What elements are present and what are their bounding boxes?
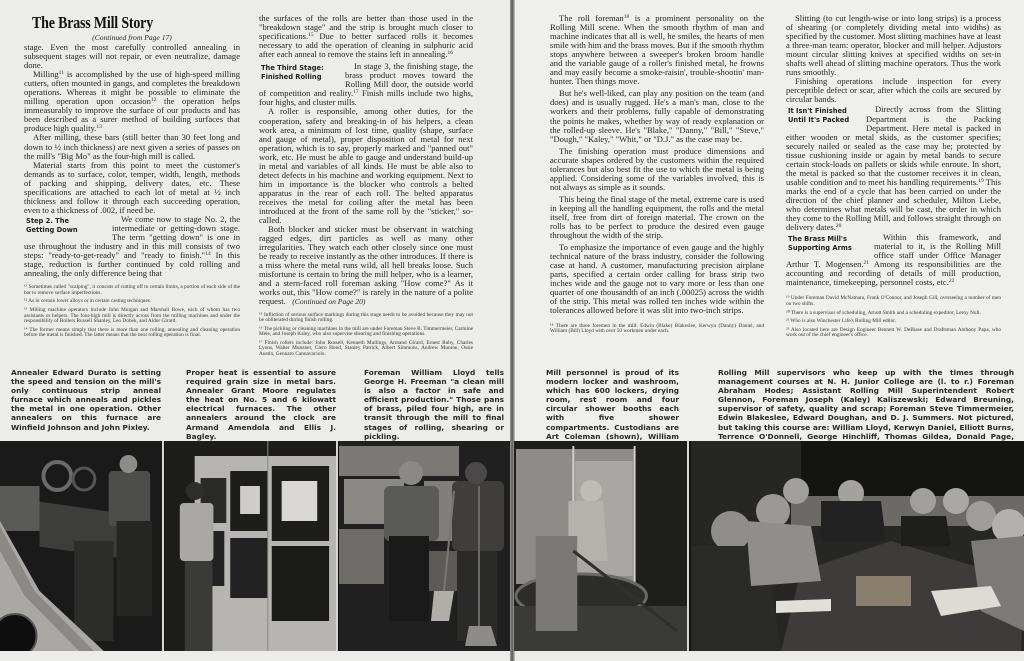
footnotes xyxy=(786,296,1001,339)
article-title: The Brass Mill Story xyxy=(32,13,154,32)
paragraph-supporting-arms: Within this framework, and material to it, is the Rolling Mill office staff under Office Manager Arthur T. Mogensen.$^{21}$ Among its responsibilities are the accounting and recording of details of mill production, maintenance, timekeeping, personnel costs, etc.$^{22}$ xyxy=(786,233,1001,288)
subhead-packing: It Isn't Finished Until It's Packed xyxy=(788,107,850,125)
paragraph: A roller is responsible, among other duties, for the cooperation, safety and breaking-in of his helpers, a clean work area, a minimum of lost time, quality (shape, surface and gauge of metal), proper disposition of metal for next operation, which is to say, properly marked and "panned out" work, etc. He must be able to gauge and understand build-up in metal and variables of all kinds. He must be able also to detect defects in his machine and working equipment. Next to him in importance is the blocker who controls a belted apparatus in the rear of each roll. The belted apparatus receives the metal for coiling after the metal has been introduced at the front of the same roll by the "sticker," so-called. xyxy=(259,106,473,226)
right-column-1 xyxy=(550,14,764,338)
paragraph-packing: Directly across from the Slitting Department is the Packing Department. Here metal is packed in either wooden or metal skids, as the customer specifies; securely nailed or sealed as the case may be; protected by tissue cushioning inside or again by metal bands to secure certain stock-loads on pallets or skids while enroute. In short, the metal is packed so that the customer receives it in clean, usable condition and to meet his handling requirements.$^{19}$ This marks the end of a cycle that has been carried on under the direction of the chief planner and scheduler, Milton Liebe, who determines what metals will be cast, the order in which they come to the Rolling Mill, and follows straight through on delivery dates.$^{20}$ xyxy=(786,105,1001,233)
paragraph-intro: the surfaces of the rolls are better than those used in the "breakdown stage" and the strip is brought much closer to specifications.$^{15}$ Due to better surfaced rolls it becomes necessary to add the operation of cleaning in sulphuric acid after each anneal to remove the stains left in annealing.$^{16}$ xyxy=(259,13,473,60)
photo-custodian-shower-booth xyxy=(514,441,689,651)
footnote: ¹⁶ The pickling or cleaning machines in the mill are under Foreman Steve B. Timmermeier, Carmine Mele, and Joseph Kaley, who also supervise shearing and finishing operations. xyxy=(259,325,473,338)
continued-from: (Continued from Page 17) xyxy=(92,33,172,42)
paragraph: After milling, these bars (still better than 30 feet long and down to ½ inch thickness) are next given a series of passes on the mill's "Big Mo" as the four-high mill is called. xyxy=(24,132,240,161)
caption-foreman-lloyd: Foreman William Lloyd tells George H. Freeman "a clean mill is also a factor in safe and efficient production." Those pans of brass, piled four high, are in transit through the mill to final stages of rolling, shearing or pickling. xyxy=(364,368,504,441)
paragraph-step-2: We come now to stage No. 2, the intermediate or getting-down stage. The term "getting down" is one in use throughout the industry and in this mill consists of two steps: "ready-to-get-ready" and "ready to finish."$^{14}$ In this stage, reduction is further continued by cold rolling and annealing, the only difference being that xyxy=(24,214,240,279)
footnote: ¹⁹ Under Foreman David McNamara, Frank O'Connor, and Joseph Gill, overseeing a number of men on two shifts. xyxy=(786,295,1001,307)
section-packing xyxy=(786,105,1001,232)
subhead-supporting-arms: The Brass Mill's Supporting Arms xyxy=(788,235,852,253)
paragraph-milling: Milling$^{11}$ is accomplished by the use of high-speed milling cutters, often mounted in gangs, and completes the breakdown operations. Whereas it might be possible to eliminate the milling operation upon occasion$^{12}$ the operation helps immeasurably to improve the surface of our products and has been described as a surer method of building surfaces that produce high quality.$^{13}$ xyxy=(24,69,241,134)
footnotes xyxy=(24,285,240,339)
photo-supervisors-meeting xyxy=(691,441,1024,651)
photo-strip-right xyxy=(514,441,1024,651)
photo-electrical-furnaces xyxy=(165,441,338,651)
footnote: ²¹ Who is also Winchester Life's Rolling Mill editor. xyxy=(786,318,897,325)
paragraph-stage-3: In stage 3, the finishing stage, the brass product moves toward the Rolling Mill door, the outside world of competition and reality.$^{17}$ Finish mills include two highs, four highs, and cluster mills. xyxy=(259,62,473,108)
subhead-step-2: Step 2. The Getting Down xyxy=(26,216,78,234)
footnote: ²² Also located here are Design Engineer Bennett W. DeBiase and Draftsman Anthony Papa, who work out of the chief engineer's office. xyxy=(786,326,1001,339)
footnotes xyxy=(550,324,764,335)
paragraph: Material starts from this point to meet the customer's demands as to surface, color, temper, width, length, methods of packing and shipping, delivery dates, etc. These specifications are attached to each lot of metal at ½ inch thickness and follow it through each succeeding operation, even to a thickness of .002, if need be. xyxy=(24,159,240,215)
section-step-2 xyxy=(24,215,240,278)
caption-locker-room: Mill personnel is proud of its modern locker and washroom, which has 600 lockers, drying room, rest room and four circular shower booths each with five shower compartments. Custodians are Art Coleman (shown), William xyxy=(546,368,679,441)
paragraph: This being the final stage of the metal, extreme care is used in keeping all the handling equipment, the rolls and the metal itself, free from dirt of foreign material. The crown on the rolls has to be perfect to produce the desired even gauge throughout the width of the strip. xyxy=(550,193,764,241)
paragraph: Finishing operations include inspection for every perceptible defect or scar, after which the coils are secured by circular bands. xyxy=(786,76,1001,105)
photo-foreman-pans-of-brass xyxy=(339,441,510,651)
section-supporting-arms xyxy=(786,233,1001,287)
subhead-third-stage: The Third Stage: Finished Rolling xyxy=(261,64,324,82)
footnote: ¹² As in certain lower alloys or in certain casting techniques. xyxy=(24,298,152,305)
footnote: ¹⁴ The former means simply that there is more than one rolling, annealing and cleaning operation before the metal is finished. The latter means that the next rolling operation is final. xyxy=(24,326,240,339)
caption-annealer-moore: Proper heat is essential to assure required grain size in metal bars. Annealer Grant Moore regulates the heat on No. 5 and 6 kilowatt electrical furnaces. The other annealers around the clock are Armand Amendola and Ellis J. Bagley. xyxy=(186,368,336,441)
photo-annealer-strip-furnace xyxy=(0,441,164,651)
bottom-margin-right xyxy=(515,651,1024,661)
left-column-1 xyxy=(24,14,240,342)
paragraph: To emphasize the importance of even gauge and the highly technical nature of the brass industry, consider the following case at hand. A customer, manufacturing precision airplane parts, specified a certain order calling for brass strip two inches wide and the gauge not to vary more or less than one quarter of one thousandth of an inch (.00025) across the width of the strip. This metal was rolled ten inches wide within the tolerances allowed before it was slit into two-inch strips. xyxy=(550,242,764,316)
paragraph-roll-foreman: The roll foreman$^{18}$ is a prominent personality on the Rolling Mill scene. When the smooth rhythm of man and machine indicates that all is well, he smiles, the hearts of men smile with him and the brass moves. But if the smooth rhythm stops anywhere between a sweeper's broken broom handle and the variable gauge of a roller's finished metal, he frowns and may easily become a smoke-raisin', trouble-shootin' man-hunter. Then things move. xyxy=(550,13,764,87)
footnote: ¹¹ Sometimes called "scalping", it consists of cutting off to certain limits, a portion of each side of the bar to remove surface imperfections. xyxy=(24,284,240,296)
footnote: ¹⁸ There are three foremen in the mill: Edwin (Blake) Blakeslee, Kerwyn (Danny) Daniel, and William (Bill) Lloyd with over 50 workmen under each. xyxy=(550,322,764,335)
photo-strip-left xyxy=(0,441,510,651)
footnote: ²⁰ There is a supervisor of scheduling, Arnott Smith and a scheduling expeditor, Leroy Null. xyxy=(786,309,981,316)
paragraph: stage. Even the most carefully controlled annealing in subsequent stages will not repair, or even neutralize, damage done. xyxy=(24,42,240,71)
bottom-margin-left xyxy=(0,651,510,661)
footnotes xyxy=(259,313,473,358)
left-column-2 xyxy=(259,14,473,361)
right-column-2 xyxy=(786,14,1001,342)
section-third-stage xyxy=(259,62,473,107)
continued-on: (Continued on Page 20) xyxy=(292,297,366,307)
paragraph: Slitting (to cut length-wise or into long strips) is a process of shearing (or completely dividing metal into widths) as specified by the customer. Most slitting machines have at least a three-man team: operator, blocker and mill helper. Adjustors mount circular slitting knives at specified widths on set-in shafts well ahead of slitting machine operators. Thus the work runs smoothly. xyxy=(786,13,1001,78)
caption-supervisors: Rolling Mill supervisors who keep up with the times through management courses at N. H. Junior College are (l. to r.) Foreman Abraham Hodes; Assistant Rolling Mill Superintendent Robert Glennon, Foreman Joseph (Kaley) Kaliszewski; Edward Breuning, supervisor of safety, quality and scrap; Foreman Steve Timmermeier, Edwin Blakeslee, Edward Doughan, and D. J. Summers. Not pictured, but taking this course are: William Lloyd, Kerwyn Daniel, Elliott Burns, Terrence O'Donnell, George Hinchliff, Thomas Gildea, Donald Page, xyxy=(718,368,1014,441)
paragraph: The finishing operation must produce dimensions and accurate shapes ordered by the customers within the required tolerances but also best fit the use to which the metal is being applied. Considering some of the variables involved, this is not always as simple as it sounds. xyxy=(550,145,764,192)
caption-annealer-durato: Annealer Edward Durato is setting the speed and tension on the mill's only continuous strip anneal furnace which anneals and pickles the metal in one operation. Other annealers on this furnace are Winfield Johnson and John Pixley. xyxy=(11,368,161,432)
footnote: ¹⁵ Infliction of serious surface markings during this stage needs to be avoided because they may not be obliterated during finish rolling. xyxy=(259,311,473,324)
paragraph-last: Both blocker and sticker must be observant in watching ragged edges, dirt particles as well as many other irregularities. They watch each other closely since one must be ready to receive instantly as the other introduces. If there is a miss where the metal runs wild, all hell breaks loose. Such misfortune is certain to bring the mill helper, who is a learner, and a stern-faced roll foreman asking "How come?" As it works out, this "How come?" is rarely in the nature of a polite request. (Continued on Page 20) xyxy=(259,224,473,307)
footnote: ¹⁷ Finish rollers include: John Russell, Kenneth Mullings, Armand Girard, Ernest Ruby, Charles Lyons, Walter Munzner, Clero Hood, Stanley Patrick, Albert Simmons, Andrew Munroe, Ossie Austin, Gennaro Cannavaciolo. xyxy=(259,339,473,358)
paragraph: But he's well-liked, can play any position on the team (and does) and is usually rugged. He's a man's man, close to the workers and their problems, fully capable of demonstrating the points he makes, whether by way of ready explanation or the rolled-up sleeve. He's "Blake," "Danny," "Bill," "Steve," "Dough," "Kaley," "Whit," or "D.J." as the case may be. xyxy=(550,88,764,144)
footnote: ¹³ Milling machine operators include John Morgan and Marshall Bowe, each of whom has two assistants or helpers. The four-high mill is directly across from the milling machines and under the responsibility of Rollers Russell Shanley, Leo Dobek, and Aldor Girard. xyxy=(24,307,240,325)
